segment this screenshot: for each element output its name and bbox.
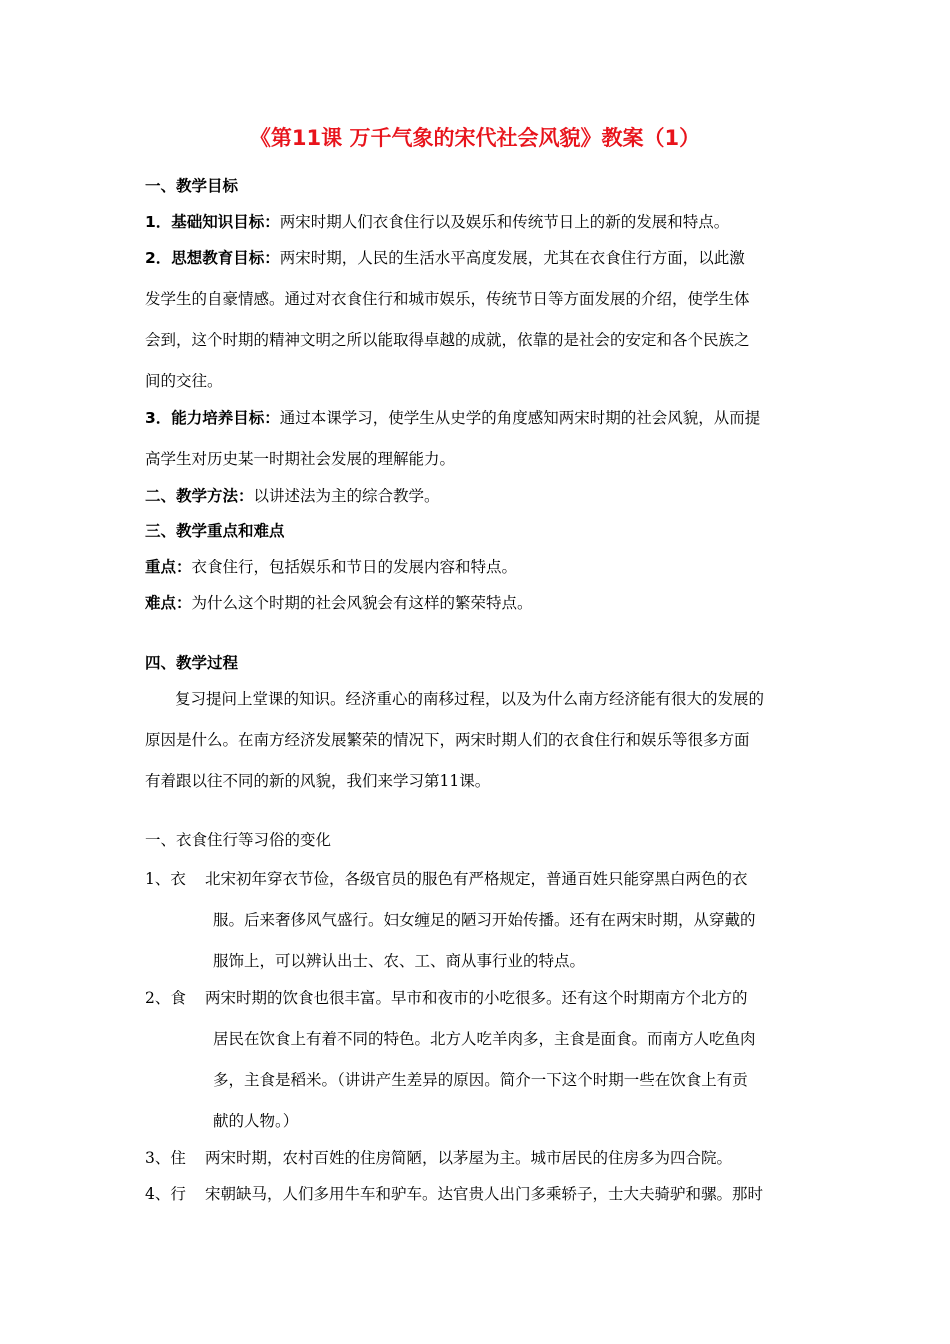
item-label: 3、住 <box>145 1149 186 1167</box>
difficulty-text: 为什么这个时期的社会风貌会有这样的繁荣特点。 <box>191 594 533 612</box>
key-point-label: 重点： <box>145 558 192 576</box>
process-heading: 四、教学过程 <box>145 654 239 672</box>
goal-1-label: 1．基础知识目标： <box>145 213 280 231</box>
item-line: 居民在饮食上有着不同的特色。北方人吃羊肉多，主食是面食。而南方人吃鱼肉 <box>213 1030 756 1048</box>
difficulty-label: 难点： <box>145 594 192 612</box>
page-title: 《第11课 万千气象的宋代社会风貌》教案（1） <box>249 126 701 150</box>
goal-3-line: 高学生对历史某一时期社会发展的理解能力。 <box>145 450 456 468</box>
method-label: 二、教学方法： <box>145 487 254 505</box>
item-housing <box>145 1151 732 1167</box>
teaching-method <box>145 489 440 505</box>
item-line: 两宋时期，农村百姓的住房简陋，以茅屋为主。城市居民的住房多为四合院。 <box>205 1149 733 1167</box>
item-line: 多，主食是稻米。（讲讲产生差异的原因。简介一下这个时期一些在饮食上有贡 <box>213 1071 748 1089</box>
part-1-heading: 一、衣食住行等习俗的变化 <box>145 831 332 849</box>
item-line: 服饰上，可以辨认出士、农、工、商从事行业的特点。 <box>213 952 586 970</box>
item-line: 两宋时期的饮食也很丰富。早市和夜市的小吃很多。还有这个时期南方个北方的 <box>205 989 748 1007</box>
method-text: 以讲述法为主的综合教学。 <box>253 487 440 505</box>
item-line: 献的人物。） <box>213 1112 299 1130</box>
difficulty <box>145 596 533 612</box>
intro-line: 原因是什么。在南方经济发展繁荣的情况下，两宋时期人们的衣食住行和娱乐等很多方面 <box>145 731 750 749</box>
item-line: 北宋初年穿衣节俭，各级官员的服色有严格规定，普通百姓只能穿黑白两色的衣 <box>205 870 748 888</box>
item-line: 服。后来奢侈风气盛行。妇女缠足的陋习开始传播。还有在两宋时期，从穿戴的 <box>213 911 756 929</box>
goal-3-label: 3．能力培养目标： <box>145 409 280 427</box>
goal-2 <box>145 251 745 267</box>
key-points-heading: 三、教学重点和难点 <box>145 522 285 540</box>
intro-line: 复习提问上堂课的知识。经济重心的南移过程，以及为什么南方经济能有很大的发展的 <box>175 690 765 708</box>
goals-heading: 一、教学目标 <box>145 177 239 195</box>
goal-2-line: 两宋时期，人民的生活水平高度发展，尤其在衣食住行方面，以此激 <box>279 249 745 267</box>
goal-1 <box>145 215 729 231</box>
goal-2-line: 间的交往。 <box>145 372 223 390</box>
goal-3 <box>145 411 760 427</box>
item-label: 4、行 <box>145 1185 186 1203</box>
item-travel <box>145 1187 763 1203</box>
key-point <box>145 560 517 576</box>
goal-3-line: 通过本课学习，使学生从史学的角度感知两宋时期的社会风貌，从而提 <box>279 409 761 427</box>
goal-2-line: 发学生的自豪情感。通过对衣食住行和城市娱乐，传统节日等方面发展的介绍，使学生体 <box>145 290 750 308</box>
item-food <box>145 991 748 1007</box>
goal-2-label: 2．思想教育目标： <box>145 249 280 267</box>
item-clothing <box>145 872 748 888</box>
goal-1-text: 两宋时期人们衣食住行以及娱乐和传统节日上的新的发展和特点。 <box>279 213 730 231</box>
goal-2-line: 会到，这个时期的精神文明之所以能取得卓越的成就，依靠的是社会的安定和各个民族之 <box>145 331 750 349</box>
intro-line: 有着跟以往不同的新的风貌，我们来学习第11课。 <box>145 772 491 790</box>
item-line: 宋朝缺马，人们多用牛车和驴车。达官贵人出门多乘轿子，士大夫骑驴和骡。那时 <box>205 1185 764 1203</box>
item-label: 1、衣 <box>145 870 186 888</box>
item-label: 2、食 <box>145 989 186 1007</box>
key-point-text: 衣食住行，包括娱乐和节日的发展内容和特点。 <box>191 558 518 576</box>
